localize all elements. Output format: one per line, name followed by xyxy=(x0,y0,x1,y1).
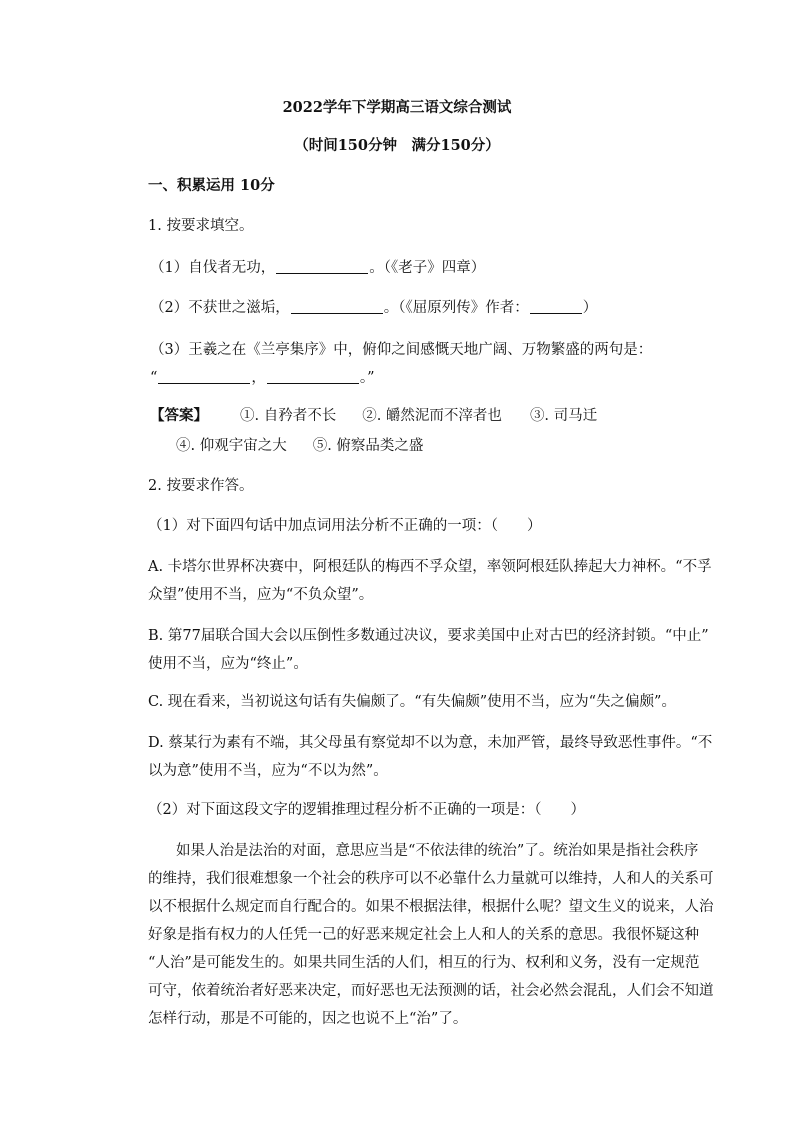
option-b-line-2: 使用不当，应为“终止”。 xyxy=(148,656,308,672)
answer-5: ⑤. 俯察品类之盛 xyxy=(312,438,424,454)
question-1-item-3: （3）王羲之在《兰亭集序》中，俯仰之间感慨天地广阔、万物繁盛的两句是： xyxy=(150,342,653,358)
page-title: 2022学年下学期高三语文综合测试 xyxy=(282,99,512,116)
passage-line: 的维持，我们很难想象一个社会的秩序可以不必靠什么力量就可以维持，人和人的关系可 xyxy=(148,871,714,887)
answer-blank xyxy=(267,382,359,384)
answer-line-2 xyxy=(176,436,423,456)
option-a-line-1: A. 卡塔尔世界杯决赛中，阿根廷队的梅西不孚众望，率领阿根廷队捧起大力神杯。“不孚 xyxy=(148,559,712,575)
passage-line: 可守，依着统治者好恶来决定，而好恶也无法预测的话，社会必然会混乱，人们会不知道 xyxy=(148,983,714,999)
answer-blank xyxy=(530,312,582,314)
answer-blank xyxy=(158,382,250,384)
passage-line: 好象是指有权力的人任凭一己的好恶来规定社会上人和人的关系的意思。我很怀疑这种 xyxy=(148,927,699,943)
passage-line: “人治”是可能发生的。如果共同生活的人们，相互的行为、权利和义务，没有一定规范 xyxy=(148,955,700,971)
option-d-line-2: 以为意”使用不当，应为“不以为然”。 xyxy=(148,763,388,779)
option-c-line-1: C. 现在看来，当初说这句话有失偏颇了。“有失偏颇”使用不当，应为“失之偏颇”。 xyxy=(148,694,676,710)
question-1-item-3-blanks: “ ， 。” xyxy=(150,370,375,386)
page-subtitle: （时间150分钟 满分150分） xyxy=(294,137,500,154)
answer-3: ③. 司马迁 xyxy=(529,408,598,424)
answer-2: ②. 皭然泥而不滓者也 xyxy=(362,408,502,424)
answer-1: ①. 自矜者不长 xyxy=(240,408,337,424)
answer-4: ④. 仰观宇宙之大 xyxy=(176,438,287,454)
answer-label: 【答案】 xyxy=(150,407,208,424)
question-1-stem: 1. 按要求填空。 xyxy=(148,218,254,234)
question-2-sub-2: （2）对下面这段文字的逻辑推理过程分析不正确的一项是：（ ） xyxy=(148,802,585,818)
answer-blank xyxy=(291,312,383,314)
question-1-item-2: （2）不获世之滋垢， 。（《屈原列传》作者： ） xyxy=(150,300,598,316)
answer-blank xyxy=(276,272,368,274)
passage-line: 如果人治是法治的对面，意思应当是“不依法律的统治”了。统治如果是指社会秩序 xyxy=(176,843,699,859)
question-2-stem: 2. 按要求作答。 xyxy=(148,478,254,494)
option-b-line-1: B. 第77届联合国大会以压倒性多数通过决议，要求美国中止对古巴的经济封锁。“中止” xyxy=(148,628,709,644)
section-heading: 一、积累运用 10分 xyxy=(148,177,275,194)
question-2-sub-1: （1）对下面四句话中加点词用法分析不正确的一项：（ ） xyxy=(148,518,542,534)
option-d-line-1: D. 蔡某行为素有不端，其父母虽有察觉却不以为意，未加严管，最终导致恶性事件。“不 xyxy=(148,735,713,751)
question-1-item-1: （1）自伐者无功， 。（《老子》四章） xyxy=(150,260,486,276)
passage-line: 怎样行动，那是不可能的，因之也说不上“治”了。 xyxy=(148,1011,468,1027)
option-a-line-2: 众望”使用不当，应为“不负众望”。 xyxy=(148,587,374,603)
answer-line-1 xyxy=(150,406,597,426)
passage-line: 以不根据什么规定而自行配合的。如果不根据法律，根据什么呢？望文生义的说来，人治 xyxy=(148,899,714,915)
